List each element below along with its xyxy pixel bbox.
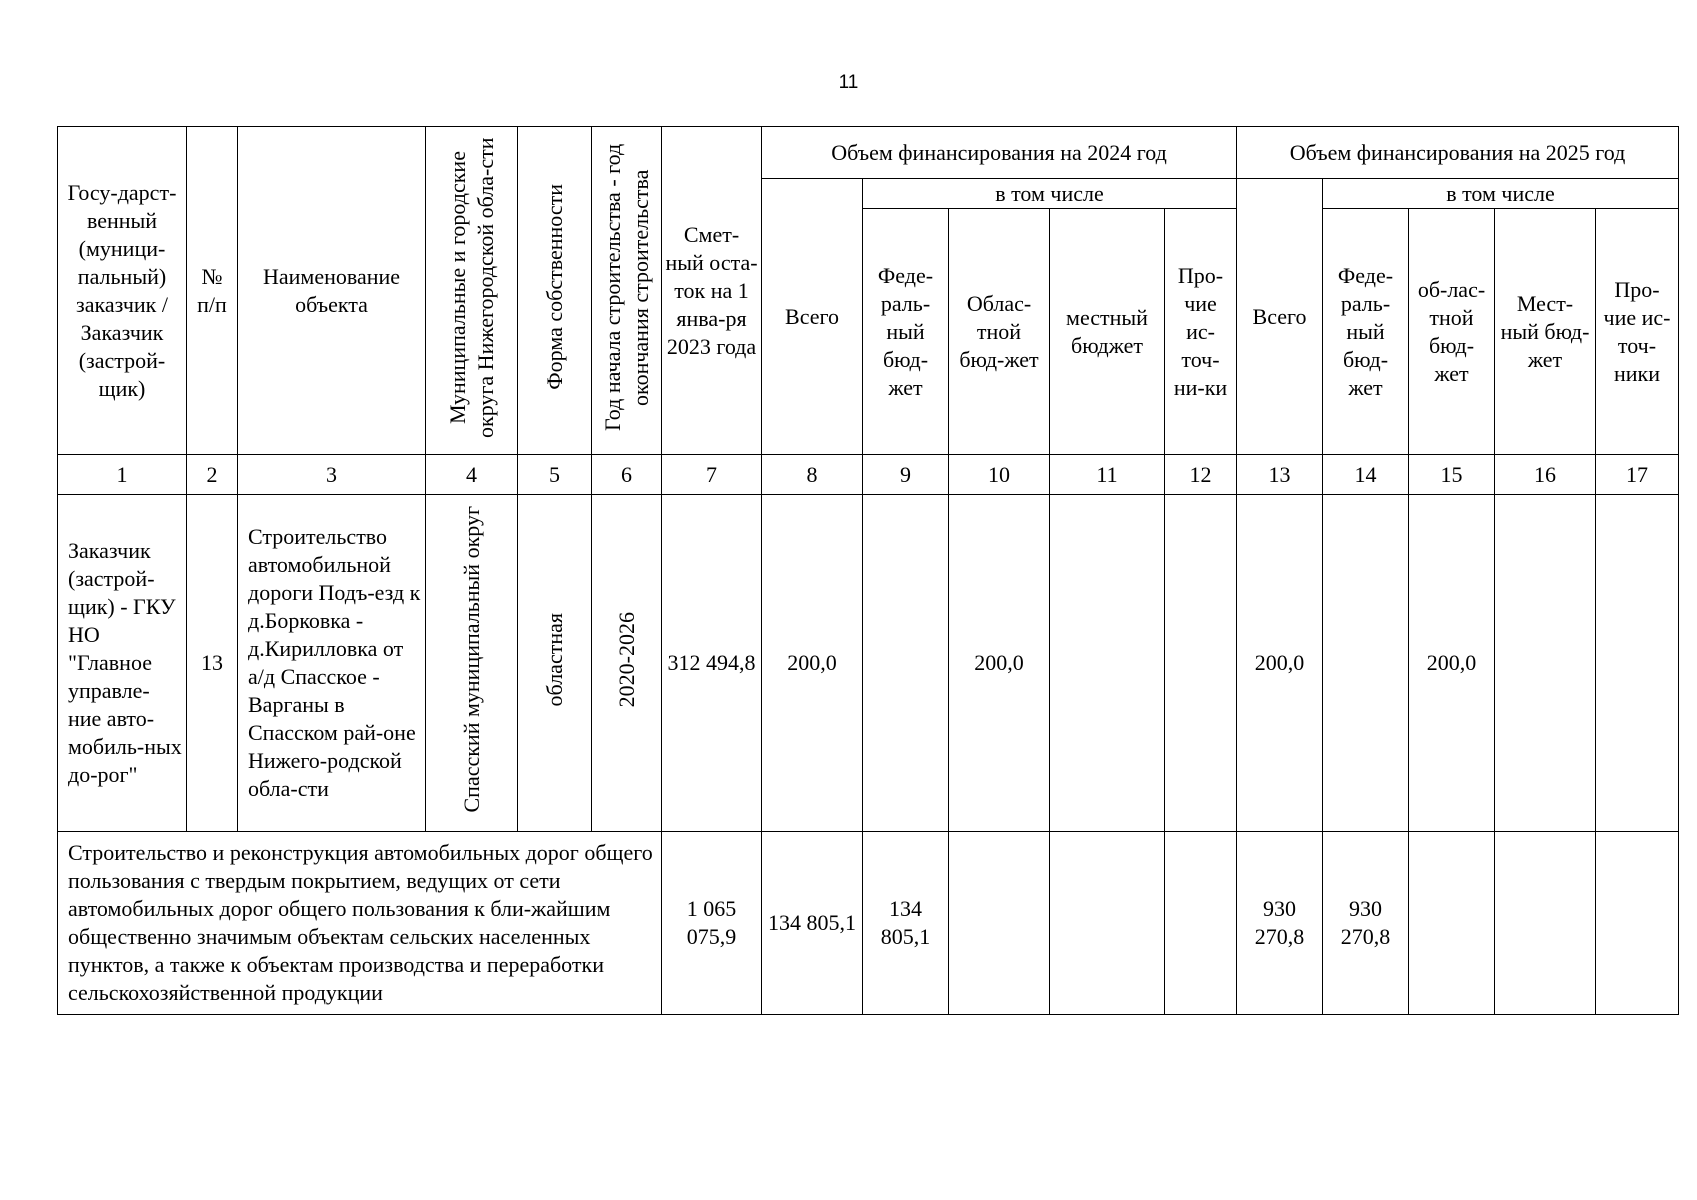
header-other-2024: Про-чие ис-точ-ни-ки <box>1165 209 1237 455</box>
header-regional-2025: об-лас-тной бюд-жет <box>1409 209 1495 455</box>
column-number: 7 <box>662 455 762 495</box>
summary-local-2024 <box>1050 832 1165 1015</box>
summary-other-2025 <box>1596 832 1679 1015</box>
column-number: 3 <box>238 455 426 495</box>
column-number: 10 <box>949 455 1050 495</box>
funding-table <box>57 126 1679 1015</box>
header-total-2024: Всего <box>762 179 863 455</box>
header-municipality: Муниципальные и городские округа Нижегородской обла-сти <box>444 136 498 438</box>
row-regional-2025: 200,0 <box>1409 495 1495 832</box>
header-total-2025: Всего <box>1237 179 1323 455</box>
summary-federal-2024: 134 805,1 <box>863 832 949 1015</box>
header-balance: Смет-ный оста-ток на 1 янва-ря 2023 года <box>662 127 762 455</box>
column-number: 9 <box>863 455 949 495</box>
row-municipality-cell <box>426 495 518 832</box>
table-row <box>58 495 1679 832</box>
row-years-cell <box>592 495 662 832</box>
summary-balance: 1 065 075,9 <box>662 832 762 1015</box>
header-regional-2024: Облас-тной бюд-жет <box>949 209 1050 455</box>
row-federal-2024 <box>863 495 949 832</box>
column-number: 15 <box>1409 455 1495 495</box>
summary-label: Строительство и реконструкция автомобильных дорог общего пользования с твердым покрытием, ведущих от сети автомобильных дорог общего пользования к бли-жайшим общественно значимым объектам сельских населенных пунктов, а также к объектам производства и переработки сельскохозяйственной продукции <box>58 832 662 1015</box>
header-including-2025: в том числе <box>1323 179 1679 209</box>
header-federal-2024: Феде-раль-ный бюд-жет <box>863 209 949 455</box>
summary-local-2025 <box>1495 832 1596 1015</box>
header-funding-2025: Объем финансирования на 2025 год <box>1237 127 1679 179</box>
column-number: 5 <box>518 455 592 495</box>
summary-total-2025: 930 270,8 <box>1237 832 1323 1015</box>
column-number: 4 <box>426 455 518 495</box>
summary-other-2024 <box>1165 832 1237 1015</box>
header-years: Год начала строительства - год окончания строительства <box>599 143 653 431</box>
header-ownership: Форма собственности <box>541 184 567 390</box>
header-customer: Госу-дарст-венный (муници-пальный) заказчик / Заказчик (застрой-щик) <box>58 127 187 455</box>
row-other-2025 <box>1596 495 1679 832</box>
row-federal-2025 <box>1323 495 1409 832</box>
column-number: 13 <box>1237 455 1323 495</box>
row-object-name: Строительство автомобильной дороги Подъ-езд к д.Борковка - д.Кирилловка от а/д Спасское - Варганы в Спасском рай-оне Нижего-родской обла-сти <box>238 495 426 832</box>
header-row-1 <box>58 127 1679 179</box>
header-municipality-cell <box>426 127 518 455</box>
row-ownership: областная <box>541 612 567 707</box>
column-number: 16 <box>1495 455 1596 495</box>
row-regional-2024: 200,0 <box>949 495 1050 832</box>
summary-regional-2025 <box>1409 832 1495 1015</box>
header-object-name: Наименование объекта <box>238 127 426 455</box>
header-federal-2025: Феде-раль-ный бюд-жет <box>1323 209 1409 455</box>
column-number: 1 <box>58 455 187 495</box>
column-number: 17 <box>1596 455 1679 495</box>
column-number: 12 <box>1165 455 1237 495</box>
row-total-2025: 200,0 <box>1237 495 1323 832</box>
header-local-2024: местный бюджет <box>1050 209 1165 455</box>
column-numbers-row <box>58 455 1679 495</box>
column-number: 8 <box>762 455 863 495</box>
row-ownership-cell <box>518 495 592 832</box>
column-number: 6 <box>592 455 662 495</box>
summary-federal-2025: 930 270,8 <box>1323 832 1409 1015</box>
row-customer: Заказчик (застрой-щик) - ГКУ НО "Главное управле-ние авто-мобиль-ных до-рог" <box>58 495 187 832</box>
summary-total-2024: 134 805,1 <box>762 832 863 1015</box>
row-years: 2020-2026 <box>613 611 639 708</box>
row-municipality: Спасский муниципальный округ <box>458 506 484 813</box>
header-num: № п/п <box>187 127 238 455</box>
header-local-2025: Мест-ный бюд-жет <box>1495 209 1596 455</box>
row-num: 13 <box>187 495 238 832</box>
column-number: 2 <box>187 455 238 495</box>
column-number: 11 <box>1050 455 1165 495</box>
header-years-cell <box>592 127 662 455</box>
header-including-2024: в том числе <box>863 179 1237 209</box>
row-other-2024 <box>1165 495 1237 832</box>
summary-row <box>58 832 1679 1015</box>
row-local-2024 <box>1050 495 1165 832</box>
row-balance: 312 494,8 <box>662 495 762 832</box>
page-number: 11 <box>838 72 859 93</box>
header-other-2025: Про-чие ис-точ-ники <box>1596 209 1679 455</box>
header-ownership-cell <box>518 127 592 455</box>
row-local-2025 <box>1495 495 1596 832</box>
summary-regional-2024 <box>949 832 1050 1015</box>
column-number: 14 <box>1323 455 1409 495</box>
row-total-2024: 200,0 <box>762 495 863 832</box>
header-funding-2024: Объем финансирования на 2024 год <box>762 127 1237 179</box>
